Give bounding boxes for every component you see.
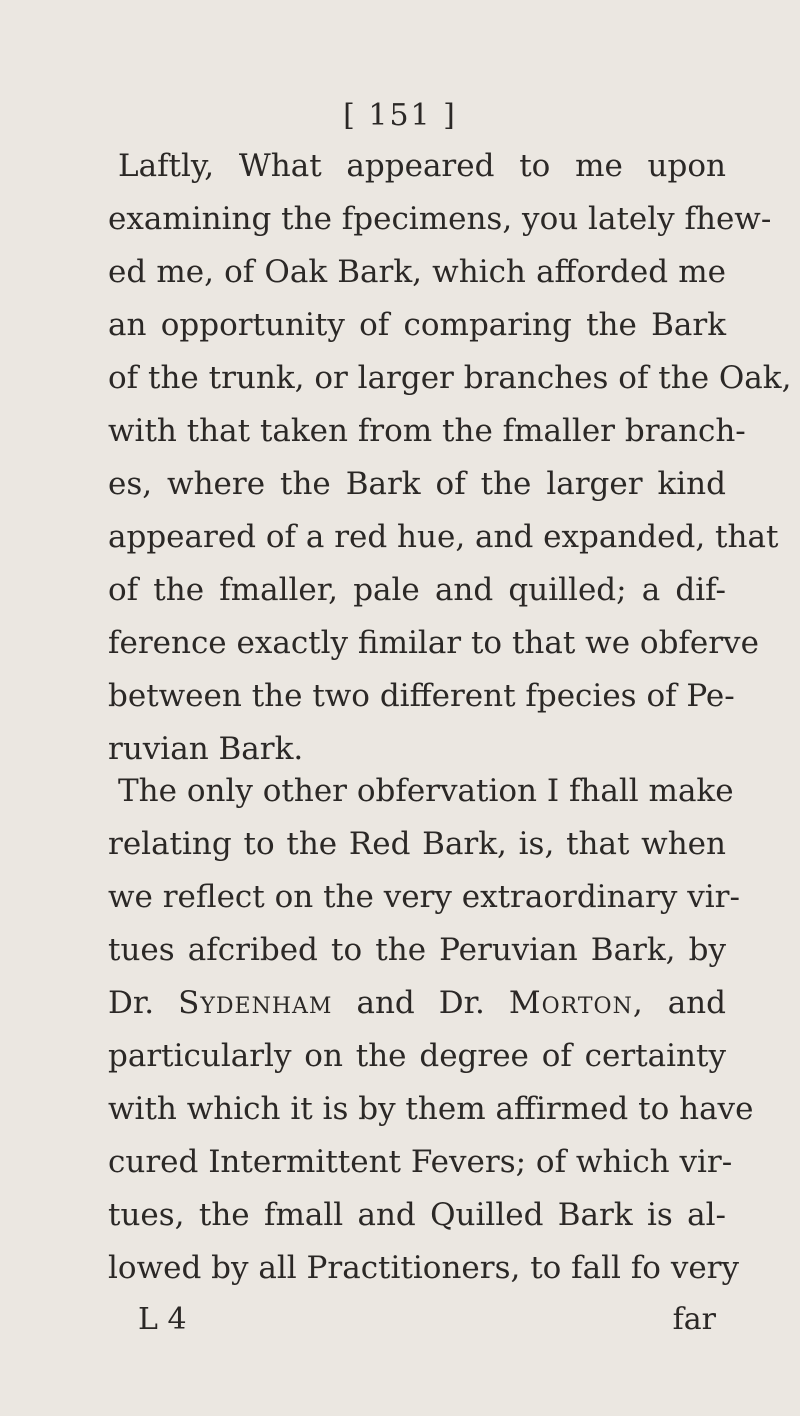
text-line: of the trunk, or larger branches of the Oak, [108,360,792,396]
text-line: between the two different fpecies of Pe- [108,678,735,714]
text-line: relating to the Red Bark, is, that when [108,826,726,862]
text-line: appeared of a red hue, and expanded, that [108,519,779,555]
author-name-morton: Morton, [508,985,644,1021]
text-line: with which it is by them affirmed to have [108,1091,754,1127]
page-number-header: [ 151 ] [343,98,457,133]
connector-text: and [667,985,726,1021]
text-line: particularly on the degree of certainty [108,1038,726,1074]
text-line: an opportunity of comparing the Bark [108,307,726,343]
text-line: ference exactly fimilar to that we obferve [108,625,759,661]
text-line: ruvian Bark. [108,731,304,767]
text-line: Laftly, What appeared to me upon [118,148,726,184]
signature-mark: L 4 [138,1302,187,1337]
paragraph-2 [108,765,754,1295]
text-line: ed me, of Oak Bark, which afforded me [108,254,726,290]
text-line: The only other obfervation I fhall make [118,773,734,809]
names-line [108,977,726,1030]
text-line: we reflect on the very extraordinary vir- [108,879,740,915]
text-line: cured Intermittent Fevers; of which vir- [108,1144,733,1180]
catchword: far [672,1302,716,1337]
title-dr: Dr. [108,985,155,1021]
paragraph-1 [108,140,792,776]
author-name-sydenham: Sydenham [178,985,333,1021]
text-line: tues, the fmall and Quilled Bark is al- [108,1197,726,1233]
text-line: es, where the Bark of the larger kind [108,466,726,502]
connector-text: and Dr. [356,985,485,1021]
text-line: lowed by all Practitioners, to fall fo very [108,1250,740,1286]
text-line: of the fmaller, pale and quilled; a dif- [108,572,726,608]
text-line: tues afcribed to the Peruvian Bark, by [108,932,726,968]
text-line: with that taken from the fmaller branch- [108,413,746,449]
text-line: examining the fpecimens, you lately fhew- [108,201,772,237]
